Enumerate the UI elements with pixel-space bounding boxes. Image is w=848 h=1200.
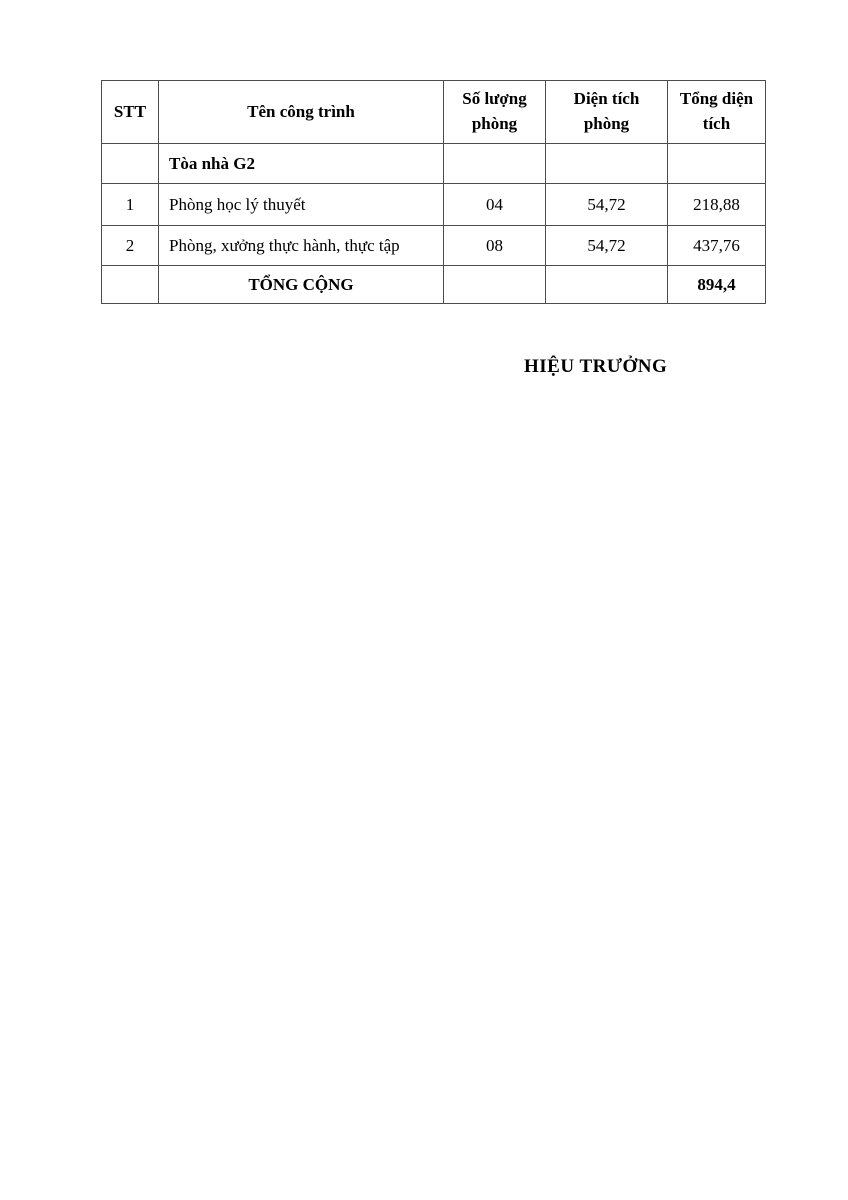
col-header-name: Tên công trình xyxy=(159,81,444,144)
cell-stt xyxy=(102,266,159,304)
cell-qty: 08 xyxy=(444,226,546,266)
signature-title: HIỆU TRƯỞNG xyxy=(524,356,668,377)
cell-name: Phòng học lý thuyết xyxy=(159,184,444,226)
col-header-area: Diện tích phòng xyxy=(546,81,668,144)
cell-qty xyxy=(444,144,546,184)
cell-area xyxy=(546,266,668,304)
col-header-qty: Số lượng phòng xyxy=(444,81,546,144)
cell-total: 218,88 xyxy=(668,184,766,226)
cell-area: 54,72 xyxy=(546,226,668,266)
col-header-stt: STT xyxy=(102,81,159,144)
cell-total xyxy=(668,144,766,184)
table-row xyxy=(102,226,766,266)
table-row-total xyxy=(102,266,766,304)
cell-name: TỔNG CỘNG xyxy=(159,266,444,304)
cell-total: 894,4 xyxy=(668,266,766,304)
table-header-row xyxy=(102,81,766,144)
col-header-total: Tổng diện tích xyxy=(668,81,766,144)
cell-stt: 2 xyxy=(102,226,159,266)
table-row xyxy=(102,184,766,226)
cell-area xyxy=(546,144,668,184)
facilities-table xyxy=(101,80,766,304)
cell-stt: 1 xyxy=(102,184,159,226)
cell-stt xyxy=(102,144,159,184)
cell-area: 54,72 xyxy=(546,184,668,226)
cell-qty xyxy=(444,266,546,304)
table-row-group xyxy=(102,144,766,184)
cell-qty: 04 xyxy=(444,184,546,226)
cell-name: Tòa nhà G2 xyxy=(159,144,444,184)
cell-name: Phòng, xưởng thực hành, thực tập xyxy=(159,226,444,266)
cell-total: 437,76 xyxy=(668,226,766,266)
